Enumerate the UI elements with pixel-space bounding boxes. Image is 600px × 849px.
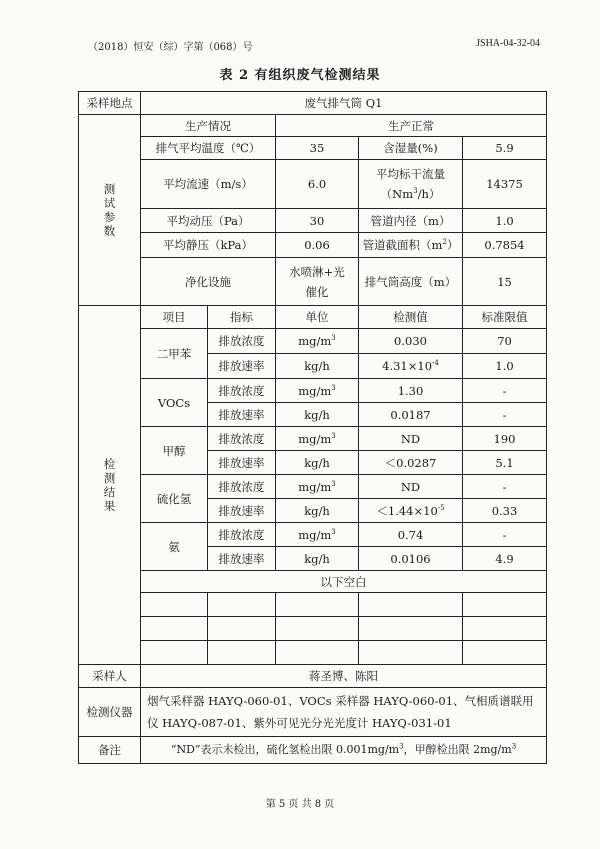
indicator-cell: 排放速率: [208, 451, 276, 475]
limit-cell: 70: [463, 329, 547, 354]
moisture-label: 含湿量(%): [359, 137, 463, 160]
sampling-location-value: 废气排气筒 Q1: [141, 92, 547, 115]
blank-note-row: [79, 571, 547, 593]
production-label: 生产情况: [141, 115, 276, 137]
limit-cell: 5.1: [463, 451, 547, 475]
limit-cell: 4.9: [463, 547, 547, 571]
sampler-value: 蒋圣博、陈阳: [141, 665, 547, 688]
instruments-row: [79, 688, 547, 737]
indicator-cell: 排放速率: [208, 354, 276, 379]
indicator-cell: 排放浓度: [208, 475, 276, 499]
limit-cell: 0.33: [463, 499, 547, 523]
sampler-row: [79, 665, 547, 688]
item-name: 硫化氢: [141, 475, 208, 523]
purification-row: [79, 258, 547, 306]
sampling-location-row: [79, 92, 547, 115]
item-name: VOCs: [141, 379, 208, 427]
empty-row: [79, 593, 547, 617]
results-header-row: [79, 306, 547, 329]
limit-cell: -: [463, 523, 547, 547]
table-title: 表 2 有组织废气检测结果: [219, 68, 381, 83]
col-indicator-header: 指标: [208, 306, 276, 329]
indicator-cell: 排放浓度: [208, 329, 276, 354]
duct-diameter-label: 管道内径（m）: [359, 209, 463, 233]
dyn-pressure-label: 平均动压（Pa）: [141, 209, 276, 233]
exhaust-temp-value: 35: [276, 137, 359, 160]
page-footer: 第 5 页 共 8 页: [265, 799, 335, 810]
stack-height-value: 15: [463, 258, 547, 306]
blank-note: 以下空白: [141, 571, 547, 593]
production-row: [79, 115, 547, 137]
indicator-cell: 排放速率: [208, 499, 276, 523]
unit-cell: $mg/m^3$: [276, 475, 359, 499]
unit-cell: kg/h: [276, 499, 359, 523]
indicator-cell: 排放速率: [208, 547, 276, 571]
remark-label: 备注: [79, 737, 141, 764]
document-code: JSHA-04-32-04: [476, 38, 540, 49]
table-row: [79, 523, 547, 547]
limit-cell: 190: [463, 427, 547, 451]
duct-diameter-value: 1.0: [463, 209, 547, 233]
dyn-pressure-row: [79, 209, 547, 233]
duct-area-value: 0.7854: [463, 233, 547, 258]
duct-area-label: 管道截面积$(m^2)$: [359, 233, 463, 258]
std-flow-value: 14375: [463, 160, 547, 209]
unit-cell: $mg/m^3$: [276, 379, 359, 403]
results-group-label: 检 测 结 果: [79, 306, 141, 665]
indicator-cell: 排放浓度: [208, 427, 276, 451]
purification-label: 净化设施: [141, 258, 276, 306]
table-row: [79, 475, 547, 499]
indicator-cell: 排放速率: [208, 403, 276, 427]
indicator-cell: 排放浓度: [208, 523, 276, 547]
col-limit-header: 标准限值: [463, 306, 547, 329]
exhaust-temp-row: [79, 137, 547, 160]
empty-row: [79, 617, 547, 641]
document-reference: （2018）恒安（综）字第（068）号: [88, 42, 253, 53]
empty-row: [79, 641, 547, 665]
table-row: [79, 427, 547, 451]
production-value: 生产正常: [276, 115, 547, 137]
instruments-value: 烟气采样器 HAYQ-060-01、VOCs 采样器 HAYQ-060-01、气相质谱联用 仪 HAYQ-087-01、紫外可见光分光光度计 HAYQ-031-01: [141, 688, 547, 737]
avg-velocity-value: 6.0: [276, 160, 359, 209]
moisture-value: 5.9: [463, 137, 547, 160]
unit-cell: $mg/m^3$: [276, 329, 359, 354]
value-cell: ND: [359, 427, 463, 451]
velocity-row: [79, 160, 547, 209]
col-item-header: 项目: [141, 306, 208, 329]
std-flow-label: 平均标干流量 （Nm$^3$/h）: [359, 160, 463, 209]
static-pressure-value: 0.06: [276, 233, 359, 258]
unit-cell: kg/h: [276, 451, 359, 475]
limit-cell: 1.0: [463, 354, 547, 379]
value-cell: $4.31\times 10^{-4}$: [359, 354, 463, 379]
dyn-pressure-value: 30: [276, 209, 359, 233]
indicator-cell: 排放浓度: [208, 379, 276, 403]
remark-row: [79, 737, 547, 764]
static-pressure-row: [79, 233, 547, 258]
item-name: 氨: [141, 523, 208, 571]
exhaust-temp-label: 排气平均温度（℃）: [141, 137, 276, 160]
unit-cell: $mg/m^3$: [276, 523, 359, 547]
col-unit-header: 单位: [276, 306, 359, 329]
emission-results-table: [78, 91, 547, 764]
avg-velocity-label: 平均流速（m/s）: [141, 160, 276, 209]
limit-cell: -: [463, 475, 547, 499]
table-row: [79, 329, 547, 354]
value-cell: 0.0106: [359, 547, 463, 571]
value-cell: 1.30: [359, 379, 463, 403]
unit-cell: kg/h: [276, 403, 359, 427]
value-cell: 0.0187: [359, 403, 463, 427]
table-row: [79, 379, 547, 403]
stack-height-label: 排气筒高度（m）: [359, 258, 463, 306]
limit-cell: -: [463, 379, 547, 403]
value-cell: 0.030: [359, 329, 463, 354]
item-name: 甲醇: [141, 427, 208, 475]
value-cell: $<1.44\times 10^{-5}$: [359, 499, 463, 523]
value-cell: ND: [359, 475, 463, 499]
value-cell: ＜0.0287: [359, 451, 463, 475]
unit-cell: $mg/m^3$: [276, 427, 359, 451]
limit-cell: -: [463, 403, 547, 427]
value-cell: 0.74: [359, 523, 463, 547]
col-value-header: 检测值: [359, 306, 463, 329]
unit-cell: kg/h: [276, 547, 359, 571]
item-name: 二甲苯: [141, 329, 208, 379]
static-pressure-label: 平均静压（kPa）: [141, 233, 276, 258]
sampling-location-label: 采样地点: [79, 92, 141, 115]
remark-text: “ND”表示未检出，硫化氢检出限 $0.001mg/m^3$，甲醇检出限 $2mg/m^3$: [141, 737, 547, 764]
purification-value: 水喷淋+光 催化: [276, 258, 359, 306]
sampler-label: 采样人: [79, 665, 141, 688]
test-params-group-label: 测 试 参 数: [79, 115, 141, 306]
unit-cell: kg/h: [276, 354, 359, 379]
instruments-label: 检测仪器: [79, 688, 141, 737]
